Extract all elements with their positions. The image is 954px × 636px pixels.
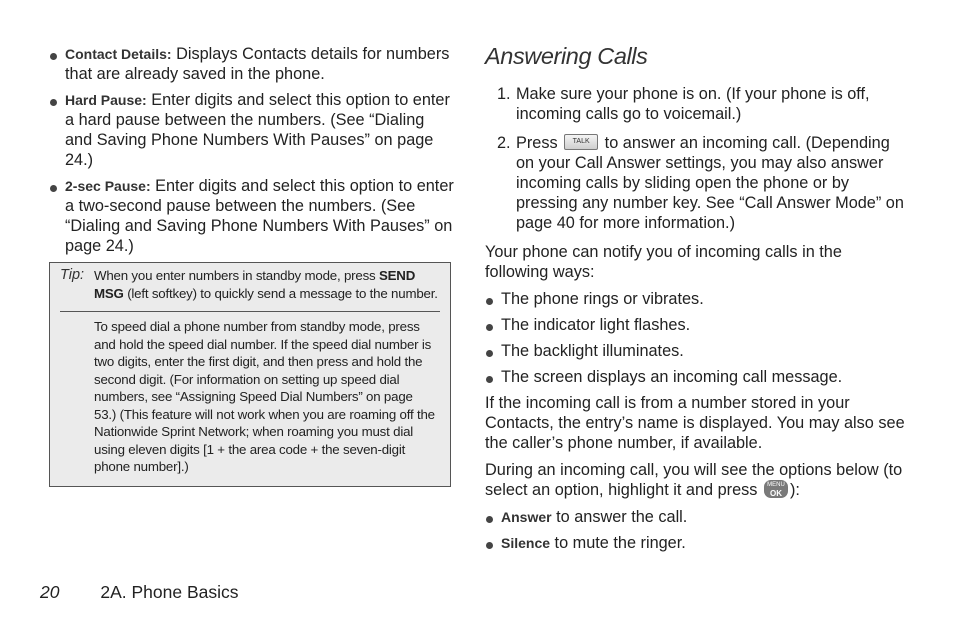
option-term: 2-sec Pause: bbox=[65, 178, 151, 194]
chapter-title: 2A. Phone Basics bbox=[100, 582, 239, 602]
notify-list bbox=[485, 289, 905, 387]
left-column bbox=[49, 44, 455, 487]
option-description: Enter digits and select this option to enter a two-second pause between the numbers. (See “Dialing and Saving Phone Numbers With Pauses” on page 24.) bbox=[65, 177, 454, 255]
options-text-after: ): bbox=[789, 481, 800, 499]
tip-speed-dial-text: To speed dial a phone number from standby mode, press and hold the speed dial number. If the speed dial number is two digits, enter the first digit, and then press and hold the second digit. (For information on setting up speed dial numbers, see “Assigning Speed Dial Numbers” on page 53.) (This feature will not work when you are roaming off the Nationwide Sprint Network; when roaming you must dial using eleven digits [1 + the area code + the seven-digit phone number].) bbox=[94, 319, 435, 474]
right-column bbox=[485, 42, 905, 559]
options-paragraph bbox=[485, 460, 905, 500]
step-number: 1. bbox=[497, 85, 511, 103]
tip-label: Tip: bbox=[60, 267, 85, 283]
step-number: 2. bbox=[497, 134, 511, 152]
page-footer bbox=[40, 582, 238, 603]
notify-intro: Your phone can notify you of incoming calls in the following ways: bbox=[485, 243, 842, 281]
ok-key-label: OK bbox=[769, 488, 782, 498]
option-description: to answer the call. bbox=[551, 508, 688, 526]
tip-softkey-name: SEND MSG bbox=[94, 268, 416, 301]
option-list bbox=[49, 44, 455, 256]
tip-text-part: When you enter numbers in standby mode, press bbox=[94, 268, 379, 283]
option-description: to mute the ringer. bbox=[550, 534, 686, 552]
section-title: Answering Calls bbox=[485, 43, 648, 69]
option-term: Silence bbox=[501, 535, 551, 551]
list-item: The indicator light flashes. bbox=[485, 315, 905, 335]
answer-options-list bbox=[485, 507, 905, 553]
option-description: Enter digits and select this option to enter a hard pause between the numbers. (See “Dialing and Saving Phone Numbers With Pauses” on page 24.) bbox=[65, 91, 450, 169]
option-term: Hard Pause: bbox=[65, 92, 147, 108]
tip-text bbox=[94, 267, 438, 302]
list-item: The phone rings or vibrates. bbox=[485, 289, 905, 309]
tip-row bbox=[60, 267, 438, 302]
talk-key-icon: TALK bbox=[564, 134, 598, 150]
list-item: The screen displays an incoming call message. bbox=[485, 367, 905, 387]
option-description: Displays Contacts details for numbers that are already saved in the phone. bbox=[65, 45, 450, 83]
list-item bbox=[485, 507, 905, 527]
step-item bbox=[485, 84, 905, 124]
steps-list bbox=[485, 84, 905, 233]
tip-box bbox=[49, 262, 451, 487]
list-item bbox=[49, 90, 455, 170]
menu-key-label: MENU bbox=[767, 481, 785, 488]
step-text: Make sure your phone is on. (If your phone is off, incoming calls go to voicemail.) bbox=[516, 85, 870, 123]
step-text-before: Press bbox=[516, 134, 563, 152]
tip-divider bbox=[60, 311, 440, 312]
option-term: Answer bbox=[501, 509, 552, 525]
step-item bbox=[485, 133, 905, 233]
option-term: Contact Details: bbox=[65, 46, 172, 62]
list-item bbox=[49, 44, 455, 84]
tip-text-part: (left softkey) to quickly send a message to the number. bbox=[123, 285, 438, 301]
list-item bbox=[49, 176, 455, 256]
menu-ok-key-icon bbox=[764, 480, 788, 498]
options-text-before: During an incoming call, you will see the options below (to select an option, highlight it and press bbox=[485, 461, 903, 499]
list-item: The backlight illuminates. bbox=[485, 341, 905, 361]
step-text-after: to answer an incoming call. (Depending on your Call Answer settings, you may also answer incoming calls by sliding open the phone or by pressing any number key. See “Call Answer Mode” on page 40 for more information.) bbox=[516, 134, 904, 232]
list-item bbox=[485, 533, 905, 553]
page-number: 20 bbox=[40, 582, 60, 602]
contacts-paragraph: If the incoming call is from a number stored in your Contacts, the entry’s name is displayed. You may also see the caller’s phone number, if available. bbox=[485, 394, 905, 452]
